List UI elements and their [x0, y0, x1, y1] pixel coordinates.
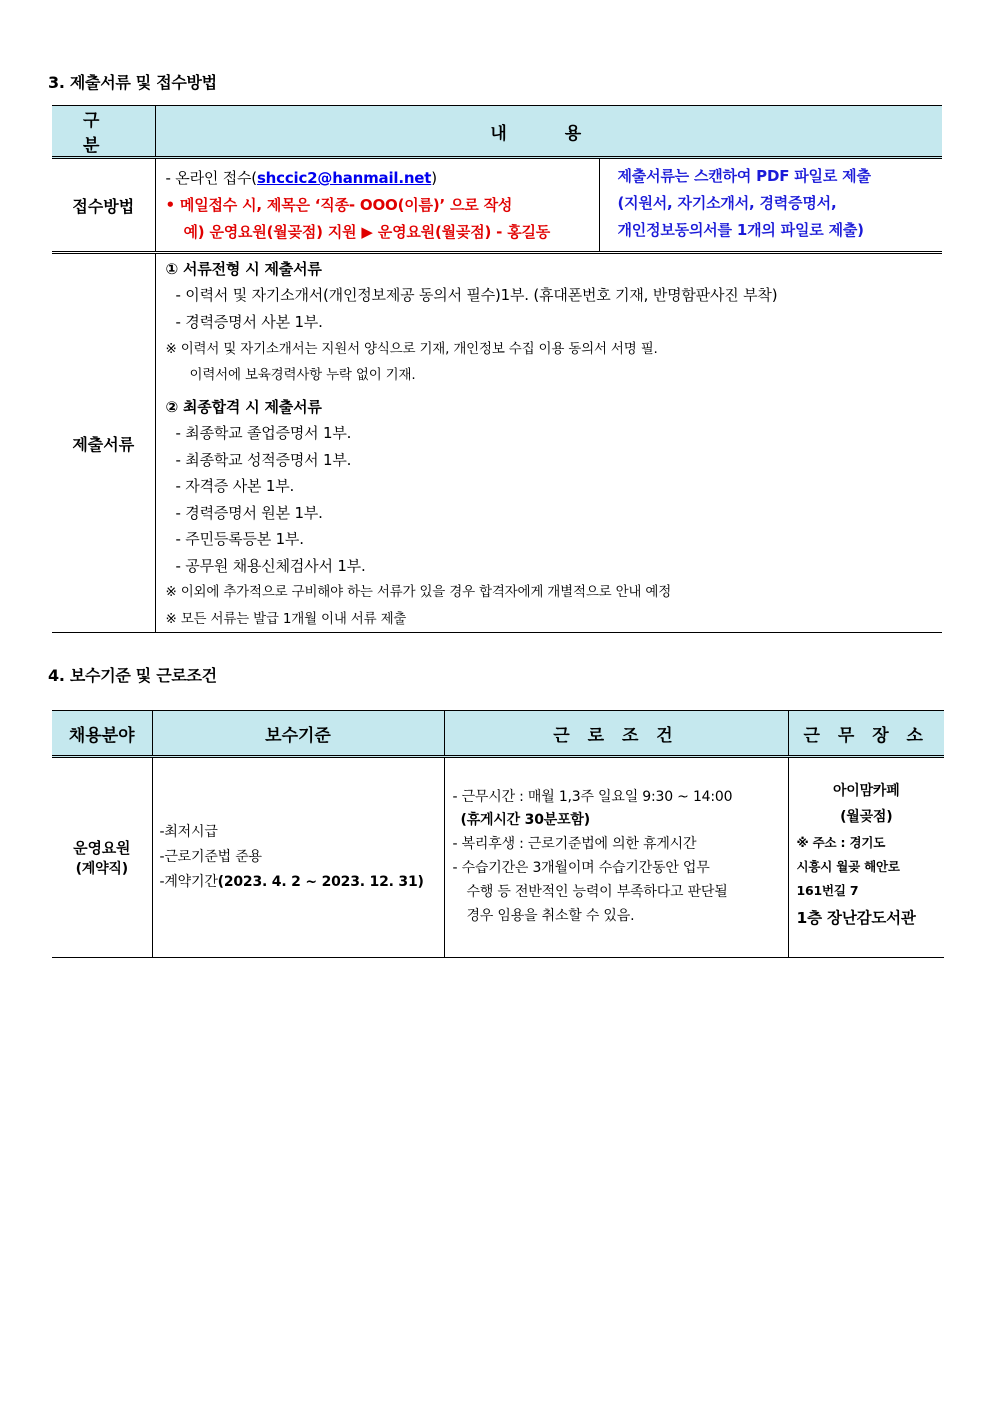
- example-line: 예) 운영요원(월곶점) 지원 ▶ 운영요원(월곶점) - 홍길동: [183, 223, 551, 241]
- location-name: 아이맘카페: [832, 783, 900, 799]
- note-line: 개인정보동의서를 1개의 파일로 제출): [617, 221, 864, 239]
- reception-content: [155, 158, 599, 253]
- condition-line: - 수습기간은 3개월이며 수습기간동안 업무: [452, 860, 710, 876]
- stage1-item: - 경력증명서 사본 1부.: [175, 313, 323, 331]
- header-content: [155, 106, 942, 158]
- stage2-item: - 공무원 채용신체검사서 1부.: [175, 556, 366, 575]
- note-line: 제출서류는 스캔하여 PDF 파일로 제출: [617, 167, 871, 185]
- reception-note: [599, 158, 942, 253]
- bullet-icon: •: [165, 196, 175, 214]
- stage1-note: 이력서에 보육경력사항 누락 없이 기재.: [189, 367, 416, 383]
- header-pay: 보수기준: [152, 711, 444, 757]
- header-conditions-label: 근 로 조 건: [553, 725, 679, 746]
- condition-line: - 근무시간 : 매월 1,3주 일요일 9:30 ~ 14:00: [452, 789, 733, 805]
- stage2-title: ② 최종합격 시 제출서류: [165, 398, 322, 416]
- stage2-item: - 최종학교 성적증명서 1부.: [175, 450, 352, 469]
- section4-title: 4. 보수기준 및 근로조건: [48, 666, 217, 685]
- location-cell: [788, 757, 944, 958]
- location-branch: (월곶점): [840, 809, 893, 825]
- stage2-item: - 최종학교 졸업증명서 1부.: [175, 424, 352, 442]
- header-category: [52, 106, 155, 158]
- condition-line: 경우 임용을 취소할 수 있음.: [466, 908, 635, 924]
- documents-content: [155, 253, 942, 633]
- stage1-title: ① 서류전형 시 제출서류: [165, 260, 322, 278]
- header-conditions: [444, 711, 788, 757]
- field-sub: (계약직): [75, 860, 128, 877]
- conditions-cell: [444, 757, 788, 958]
- contract-period: (2023. 4. 2 ~ 2023. 12. 31): [217, 874, 424, 890]
- email-link[interactable]: shccic2@hanmail.net: [256, 169, 432, 187]
- address-line: ※ 주소 : 경기도: [796, 835, 886, 850]
- mail-note: [166, 191, 599, 219]
- stage2-item: - 경력증명서 원본 1부.: [175, 503, 323, 522]
- address-line: 시흥시 월곶 해안로: [796, 859, 900, 874]
- online-suffix: ): [431, 169, 437, 187]
- stage1-item: - 이력서 및 자기소개서(개인정보제공 동의서 필수)1부. (휴대폰번호 기재, 반명함판사진 부착): [175, 286, 778, 304]
- pay-cell: [152, 757, 444, 958]
- section3-title: 3. 제출서류 및 접수방법: [48, 73, 217, 92]
- submission-table: [52, 105, 942, 633]
- documents-label: 제출서류: [52, 253, 155, 633]
- address-line: 161번길 7: [796, 883, 859, 898]
- online-prefix: - 온라인 접수(: [165, 169, 257, 187]
- field-cell: [52, 757, 152, 958]
- pay-line: -근로기준법 준용: [159, 849, 262, 865]
- reception-label: 접수방법: [52, 158, 155, 253]
- header-content-label: 내 용: [490, 123, 608, 144]
- header-location: [788, 711, 944, 757]
- condition-line: - 복리후생 : 근로기준법에 의한 휴게시간: [452, 836, 697, 852]
- header-category-label: 구 분: [83, 111, 124, 156]
- contract-prefix: -계약기간: [159, 874, 218, 890]
- note-line: (지원서, 자기소개서, 경력증명서,: [617, 194, 837, 212]
- location-floor: 1층 장난감도서관: [796, 909, 916, 927]
- stage2-item: - 주민등록등본 1부.: [175, 530, 304, 548]
- condition-line: 수행 등 전반적인 능력이 부족하다고 판단될: [466, 884, 728, 900]
- mail-note-text: 메일접수 시, 제목은 ‘직종- OOO(이름)’ 으로 작성: [179, 196, 513, 214]
- online-reception: [166, 165, 599, 191]
- contract-line: [160, 870, 444, 895]
- stage2-item: - 자격증 사본 1부.: [175, 477, 295, 495]
- field-name: 운영요원: [73, 838, 131, 857]
- stage2-note: ※ 이외에 추가적으로 구비해야 하는 서류가 있을 경우 합격자에게 개별적으로 안내 예정: [165, 584, 672, 600]
- conditions-table: [52, 710, 944, 958]
- header-location-label: 근 무 장 소: [803, 725, 929, 746]
- header-field: 채용분야: [52, 711, 152, 757]
- stage2-note: ※ 모든 서류는 발급 1개월 이내 서류 제출: [165, 611, 407, 627]
- pay-line: -최저시급: [159, 824, 218, 840]
- condition-line: (휴게시간 30분포함): [460, 812, 590, 828]
- stage1-note: ※ 이력서 및 자기소개서는 지원서 양식으로 기재, 개인정보 수집 이용 동의서 서명 필.: [165, 341, 658, 357]
